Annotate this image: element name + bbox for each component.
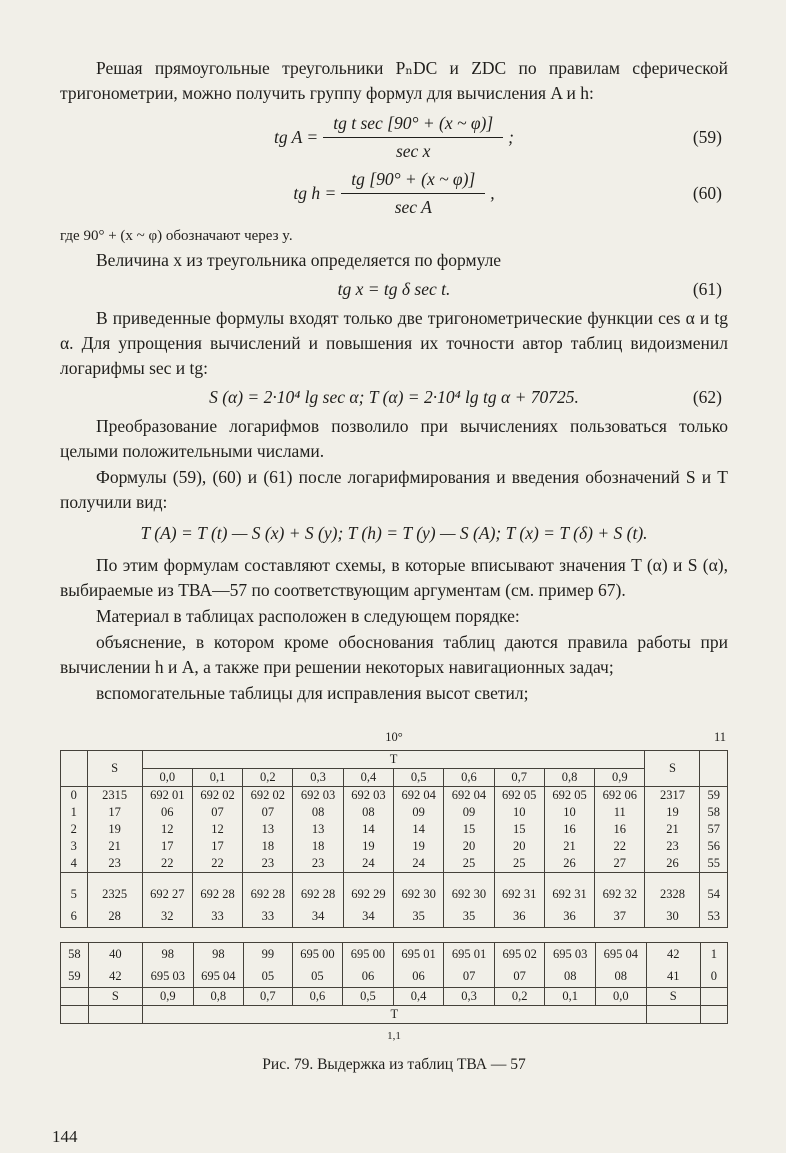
t-header-cell: T	[143, 1006, 647, 1024]
tenth-header-cell: 0,6	[444, 769, 494, 787]
value-cell: 06	[393, 965, 444, 988]
value-cell: 692 02	[243, 787, 293, 805]
value-cell: 695 04	[595, 943, 646, 966]
s-right-cell: 26	[645, 855, 700, 873]
spacer-cell	[343, 873, 393, 884]
spacer-cell	[142, 873, 192, 884]
value-cell: 13	[293, 821, 343, 838]
s-left-cell: 40	[88, 943, 142, 966]
where-clause: где 90° + (x ~ φ) обозначают через y.	[60, 228, 293, 244]
table-tear-gap	[60, 928, 728, 942]
tenth-header-cell: 0,0	[142, 769, 192, 787]
s-header-cell: S	[645, 751, 700, 787]
paragraph: вспомогательные таблицы для исправления высот светил;	[96, 683, 529, 703]
value-cell: 17	[192, 838, 242, 855]
paragraph: Величина x из треугольника определяется по формуле	[96, 250, 502, 270]
tenth-header-cell: 0,2	[243, 769, 293, 787]
minute-left-cell: 59	[61, 965, 89, 988]
value-cell: 14	[343, 821, 393, 838]
value-cell: 10	[494, 804, 544, 821]
paragraph: Преобразование логарифмов позволило при вычислениях пользоваться только целыми положительными числами.	[60, 416, 728, 461]
corner-cell	[700, 1006, 727, 1024]
table-header-labels	[60, 730, 728, 750]
spacer-cell	[192, 873, 242, 884]
value-cell: 692 30	[444, 883, 494, 905]
corner-cell	[61, 988, 89, 1006]
formula-body: tg x = tg δ sec t.	[337, 279, 451, 299]
formula-60	[60, 169, 728, 218]
tenth-header-cell: 0,9	[143, 988, 194, 1006]
tenth-header-cell: 0,0	[595, 988, 646, 1006]
s-left-cell: 19	[87, 821, 142, 838]
tenth-header-cell: 0,8	[544, 769, 594, 787]
value-cell: 22	[142, 855, 192, 873]
value-cell: 22	[595, 838, 645, 855]
equation-number: (59)	[692, 127, 722, 147]
table-figure	[60, 730, 728, 1074]
value-cell: 08	[545, 965, 596, 988]
value-cell: 695 01	[444, 943, 495, 966]
paragraph: По этим формулам составляют схемы, в которые вписывают значения T (α) и S (α), выбираемые из ТВА—57 по соответствующим аргументам (см. пример 67).	[60, 555, 728, 600]
value-cell: 12	[142, 821, 192, 838]
value-cell: 692 28	[243, 883, 293, 905]
value-cell: 06	[142, 804, 192, 821]
fraction-denominator: sec A	[394, 197, 432, 217]
degree-label: 10°	[385, 730, 403, 744]
s-left-cell: 2315	[87, 787, 142, 805]
value-cell: 23	[293, 855, 343, 873]
spacer-cell	[293, 873, 343, 884]
value-cell: 36	[544, 905, 594, 928]
spacer-cell	[544, 873, 594, 884]
table-row	[61, 787, 728, 805]
corner-cell	[700, 988, 727, 1006]
table-row	[61, 804, 728, 821]
value-cell: 15	[444, 821, 494, 838]
value-cell: 14	[394, 821, 444, 838]
table-header-row	[61, 751, 728, 769]
s-left-cell: 2325	[87, 883, 142, 905]
minute-right-cell: 54	[700, 883, 728, 905]
spacer-cell	[595, 873, 645, 884]
logarithmic-formulas-line: T (A) = T (t) — S (x) + S (y); T (h) = T (y) — S (A); T (x) = T (δ) + S (t).	[140, 523, 648, 543]
s-right-cell: 19	[645, 804, 700, 821]
table-row	[61, 943, 728, 966]
value-cell: 07	[243, 804, 293, 821]
value-cell: 695 00	[292, 943, 343, 966]
fraction-denominator: sec x	[395, 141, 431, 161]
value-cell: 24	[343, 855, 393, 873]
minute-right-cell: 55	[700, 855, 728, 873]
s-right-cell: 42	[646, 943, 700, 966]
value-cell: 692 04	[444, 787, 494, 805]
formula-lhs: tg A =	[273, 127, 319, 147]
table-row	[61, 855, 728, 873]
formula-59	[60, 113, 728, 162]
minute-left-cell: 6	[61, 905, 88, 928]
minute-left-cell: 2	[61, 821, 88, 838]
spacer-cell	[243, 873, 293, 884]
tva-table-bottom	[60, 942, 728, 1024]
table-bottom-header-row	[61, 1006, 728, 1024]
s-right-cell: 2317	[645, 787, 700, 805]
s-header-cell: S	[87, 751, 142, 787]
value-cell: 692 03	[343, 787, 393, 805]
value-cell: 12	[192, 821, 242, 838]
fraction	[323, 113, 503, 162]
tenth-header-cell: 0,7	[494, 769, 544, 787]
value-cell: 20	[494, 838, 544, 855]
s-header-cell: S	[88, 988, 142, 1006]
value-cell: 18	[293, 838, 343, 855]
value-cell: 98	[193, 943, 244, 966]
spacer-cell	[645, 873, 700, 884]
value-cell: 692 06	[595, 787, 645, 805]
value-cell: 692 01	[142, 787, 192, 805]
value-cell: 37	[595, 905, 645, 928]
value-cell: 07	[192, 804, 242, 821]
s-left-cell: 23	[87, 855, 142, 873]
equation-number: (60)	[692, 183, 722, 203]
value-cell: 695 00	[343, 943, 394, 966]
s-left-cell: 28	[87, 905, 142, 928]
spacer-cell	[444, 873, 494, 884]
value-cell: 16	[544, 821, 594, 838]
spacer-cell	[394, 873, 444, 884]
s-right-cell: 30	[645, 905, 700, 928]
s-left-cell: 21	[87, 838, 142, 855]
fraction-numerator: tg [90° + (x ~ φ)]	[341, 169, 485, 194]
value-cell: 36	[494, 905, 544, 928]
value-cell: 695 03	[545, 943, 596, 966]
value-cell: 19	[343, 838, 393, 855]
value-cell: 35	[394, 905, 444, 928]
value-cell: 07	[494, 965, 545, 988]
value-cell: 34	[343, 905, 393, 928]
minute-left-cell: 58	[61, 943, 89, 966]
value-cell: 99	[244, 943, 292, 966]
value-cell: 13	[243, 821, 293, 838]
value-cell: 08	[595, 965, 646, 988]
spacer-cell	[494, 873, 544, 884]
s-header-cell	[88, 1006, 142, 1024]
paragraph-intro: Решая прямоугольные треугольники PₙDC и ZDC по правилам сферической тригонометрии, можно получить группу формул для вычисления A и h:	[60, 58, 728, 103]
value-cell: 692 30	[394, 883, 444, 905]
fraction-numerator: tg t sec [90° + (x ~ φ)]	[323, 113, 503, 138]
value-cell: 695 03	[143, 965, 194, 988]
footnote-mark: 1,1	[387, 1030, 401, 1042]
value-cell: 692 28	[192, 883, 242, 905]
tva-table-top	[60, 750, 728, 928]
tenth-header-cell: 0,5	[394, 769, 444, 787]
value-cell: 11	[595, 804, 645, 821]
table-row	[61, 883, 728, 905]
value-cell: 06	[343, 965, 394, 988]
tenth-header-cell: 0,1	[192, 769, 242, 787]
table-row	[61, 965, 728, 988]
value-cell: 22	[192, 855, 242, 873]
formula-lhs: tg h =	[293, 183, 337, 203]
spacer-cell	[700, 873, 728, 884]
value-cell: 98	[143, 943, 194, 966]
value-cell: 09	[444, 804, 494, 821]
minute-left-cell: 3	[61, 838, 88, 855]
s-header-cell	[646, 1006, 700, 1024]
s-right-cell: 23	[645, 838, 700, 855]
value-cell: 692 32	[595, 883, 645, 905]
corner-cell	[61, 1006, 89, 1024]
value-cell: 05	[292, 965, 343, 988]
value-cell: 35	[444, 905, 494, 928]
value-cell: 25	[444, 855, 494, 873]
value-cell: 33	[192, 905, 242, 928]
value-cell: 21	[544, 838, 594, 855]
minute-left-cell: 4	[61, 855, 88, 873]
formula-body: S (α) = 2·10⁴ lg sec α; T (α) = 2·10⁴ lg tg α + 70725.	[209, 387, 579, 407]
value-cell: 24	[394, 855, 444, 873]
minute-right-cell: 53	[700, 905, 728, 928]
minute-right-cell: 58	[700, 804, 728, 821]
minute-left-cell: 0	[61, 787, 88, 805]
tenth-header-cell: 0,3	[444, 988, 495, 1006]
figure-caption: Рис. 79. Выдержка из таблиц ТВА — 57	[262, 1056, 526, 1073]
tenth-header-cell: 0,4	[393, 988, 444, 1006]
tenth-header-cell: 0,9	[595, 769, 645, 787]
value-cell: 692 05	[544, 787, 594, 805]
value-cell: 05	[244, 965, 292, 988]
value-cell: 09	[394, 804, 444, 821]
table-row	[61, 821, 728, 838]
table-bottom-subheader-row	[61, 988, 728, 1006]
value-cell: 18	[243, 838, 293, 855]
value-cell: 695 02	[494, 943, 545, 966]
value-cell: 692 05	[494, 787, 544, 805]
s-left-cell: 17	[87, 804, 142, 821]
value-cell: 692 31	[494, 883, 544, 905]
s-right-cell: 21	[645, 821, 700, 838]
minute-left-cell: 5	[61, 883, 88, 905]
value-cell: 33	[243, 905, 293, 928]
value-cell: 692 02	[192, 787, 242, 805]
value-cell: 692 31	[544, 883, 594, 905]
paragraph: объяснение, в котором кроме обоснования таблиц даются правила работы при вычислении h и A, а также при решении некоторых навигационных задач;	[60, 632, 728, 677]
t-header-cell: T	[142, 751, 645, 769]
equation-number: (62)	[692, 387, 722, 407]
s-header-cell: S	[646, 988, 700, 1006]
minute-right-cell: 0	[700, 965, 727, 988]
value-cell: 34	[293, 905, 343, 928]
equation-number: (61)	[692, 279, 722, 299]
formula-tail: ,	[490, 183, 495, 203]
corner-cell	[61, 751, 88, 787]
value-cell: 26	[544, 855, 594, 873]
paragraph: В приведенные формулы входят только две тригонометрические функции ces α и tg α. Для упрощения вычислений и повышения их точности автор таблиц видоизменил логарифмы sec и tg:	[60, 308, 728, 378]
value-cell: 20	[444, 838, 494, 855]
tenth-header-cell: 0,3	[293, 769, 343, 787]
value-cell: 16	[595, 821, 645, 838]
table-subheader-row	[61, 769, 728, 787]
paragraph: Материал в таблицах расположен в следующем порядке:	[96, 606, 520, 626]
value-cell: 692 04	[394, 787, 444, 805]
s-right-cell: 41	[646, 965, 700, 988]
value-cell: 692 27	[142, 883, 192, 905]
corner-cell	[700, 751, 728, 787]
value-cell: 23	[243, 855, 293, 873]
value-cell: 27	[595, 855, 645, 873]
tenth-header-cell: 0,2	[494, 988, 545, 1006]
minute-right-cell: 57	[700, 821, 728, 838]
value-cell: 692 28	[293, 883, 343, 905]
fraction	[341, 169, 485, 218]
tenth-header-cell: 0,1	[545, 988, 596, 1006]
tenth-header-cell: 0,8	[193, 988, 244, 1006]
value-cell: 19	[394, 838, 444, 855]
value-cell: 692 29	[343, 883, 393, 905]
value-cell: 25	[494, 855, 544, 873]
value-cell: 17	[142, 838, 192, 855]
value-cell: 10	[544, 804, 594, 821]
formula-61	[60, 279, 728, 300]
minute-right-cell: 56	[700, 838, 728, 855]
value-cell: 08	[293, 804, 343, 821]
value-cell: 695 04	[193, 965, 244, 988]
formula-tail: ;	[508, 127, 514, 147]
value-cell: 32	[142, 905, 192, 928]
spacer-cell	[61, 873, 88, 884]
value-cell: 695 01	[393, 943, 444, 966]
table-row	[61, 905, 728, 928]
minute-right-cell: 1	[700, 943, 727, 966]
tenth-header-cell: 0,4	[343, 769, 393, 787]
tenth-header-cell: 0,5	[343, 988, 394, 1006]
spacer-cell	[87, 873, 142, 884]
minute-right-cell: 59	[700, 787, 728, 805]
spacer-row	[61, 873, 728, 884]
value-cell: 692 03	[293, 787, 343, 805]
value-cell: 07	[444, 965, 495, 988]
page-number: 144	[52, 1127, 78, 1146]
value-cell: 08	[343, 804, 393, 821]
s-left-cell: 42	[88, 965, 142, 988]
paragraph: Формулы (59), (60) и (61) после логарифмирования и введения обозначений S и T получили вид:	[60, 467, 728, 512]
formula-62	[60, 387, 728, 408]
tenth-header-cell: 0,6	[292, 988, 343, 1006]
minute-left-cell: 1	[61, 804, 88, 821]
value-cell: 15	[494, 821, 544, 838]
tenth-header-cell: 0,7	[244, 988, 292, 1006]
corner-label: 11	[713, 730, 726, 744]
table-row	[61, 838, 728, 855]
s-right-cell: 2328	[645, 883, 700, 905]
